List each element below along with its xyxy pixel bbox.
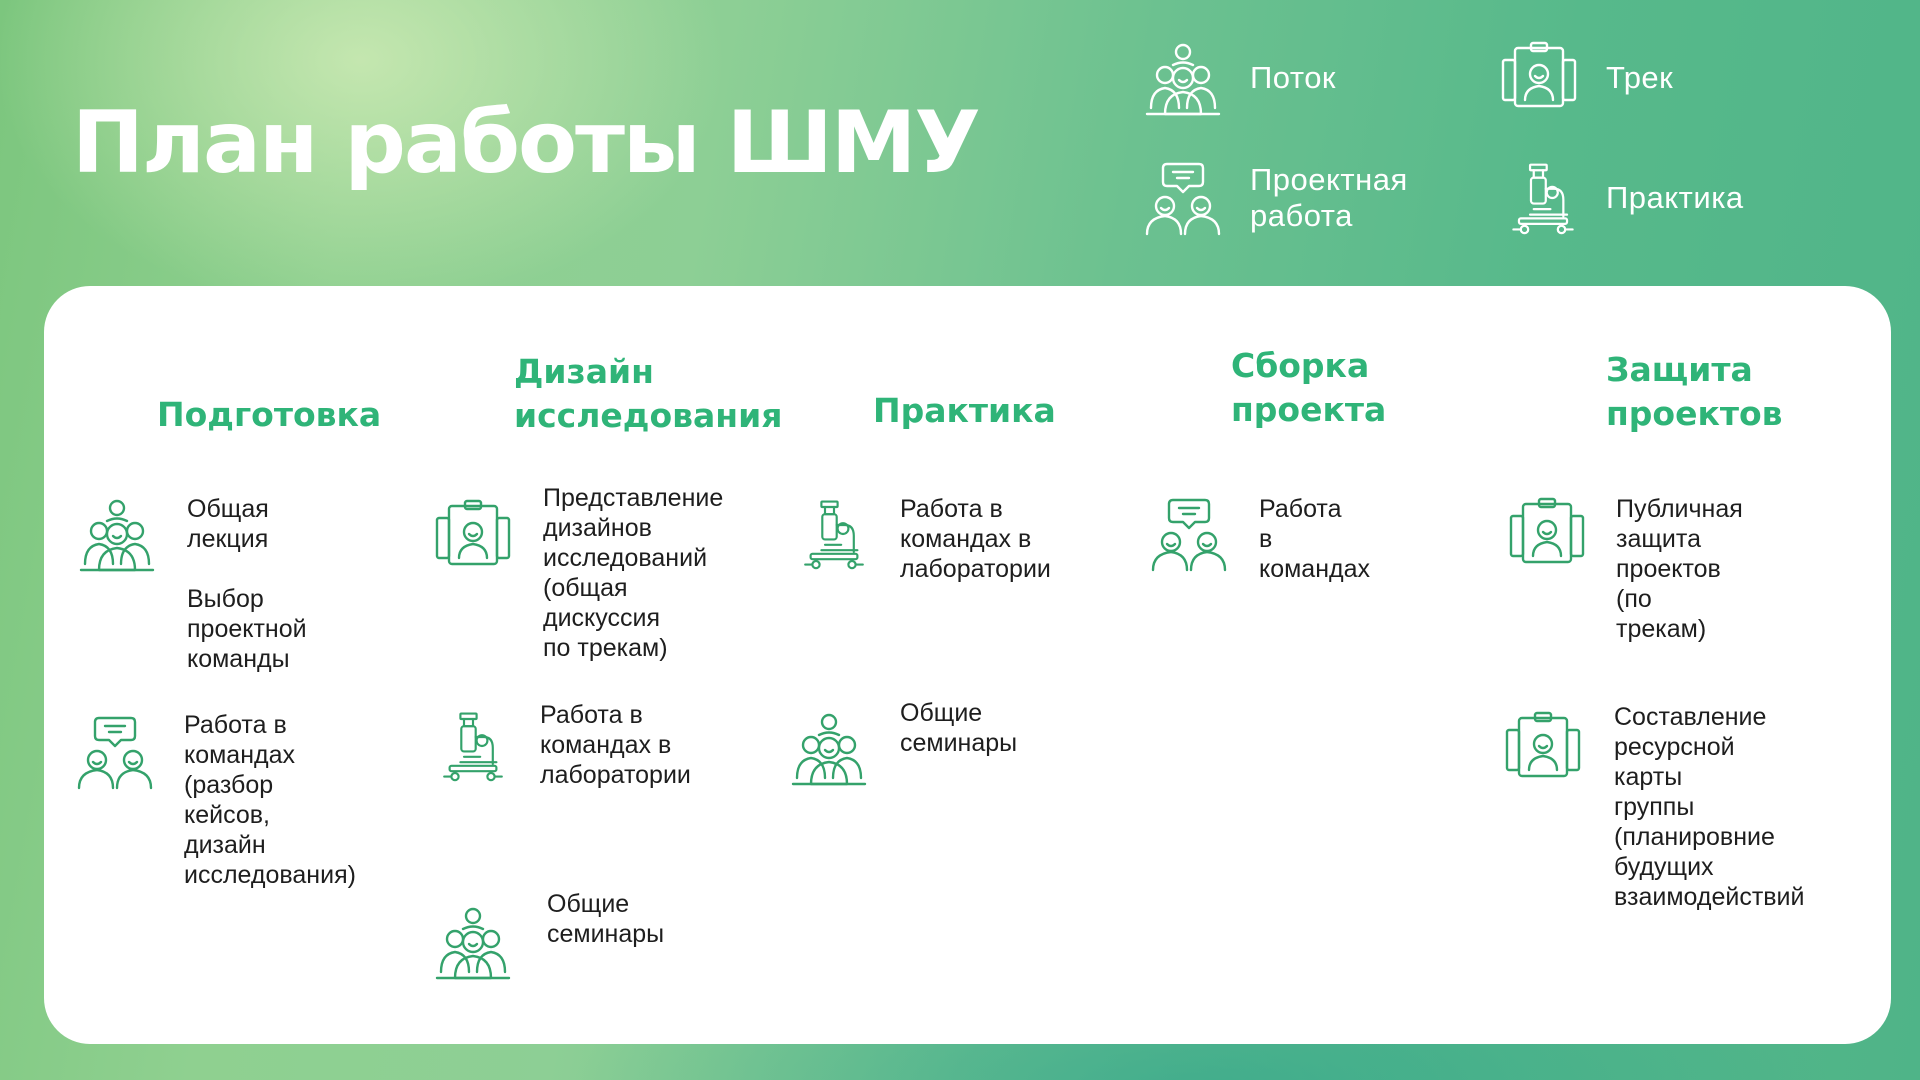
- entry-text: Работа в командах: [1259, 495, 1371, 583]
- entry-text: Представление дизайнов исследований (общая дискуссия по трекам): [543, 484, 724, 662]
- entry-text: Общие семинары: [547, 890, 665, 948]
- legend-practice-label: Практика: [1606, 180, 1744, 215]
- legend-stream-label: Поток: [1250, 60, 1336, 95]
- group-icon: [1142, 38, 1224, 118]
- entry-text: Общие семинары: [900, 699, 1018, 757]
- entry-text: Публичная защита проектов (по трекам): [1616, 495, 1743, 643]
- legend-stream: [1142, 38, 1336, 118]
- legend-project-work-label: Проектная работа: [1250, 162, 1408, 233]
- group-icon: [76, 494, 158, 574]
- microscope-icon: [798, 494, 870, 574]
- track-board-icon: [1498, 38, 1580, 118]
- entry-text: Работа в командах в лаборатории: [540, 701, 691, 789]
- track-board-icon: [432, 496, 514, 576]
- group-icon: [788, 708, 870, 788]
- page-title: План работы ШМУ: [72, 93, 979, 193]
- legend-track: [1498, 38, 1673, 118]
- column-title-preparation: Подготовка: [157, 395, 382, 434]
- group-icon: [432, 902, 514, 982]
- column-title-project-assembly: Сборка проекта: [1231, 346, 1387, 429]
- team-chat-icon: [74, 712, 156, 792]
- legend-track-label: Трек: [1606, 60, 1674, 95]
- column-title-practice: Практика: [873, 391, 1056, 430]
- track-board-icon: [1506, 494, 1588, 574]
- legend-practice: [1506, 158, 1744, 238]
- entry-text: Работа в командах в лаборатории: [900, 495, 1051, 583]
- entry-text: Общая лекция Выбор проектной команды: [187, 495, 307, 673]
- team-chat-icon: [1142, 158, 1224, 238]
- entry-text: Составление ресурсной карты группы (планировние будущих взаимодействий: [1614, 703, 1805, 911]
- column-title-project-defense: Защита проектов: [1606, 350, 1783, 433]
- track-board-icon: [1502, 708, 1584, 788]
- microscope-icon: [437, 706, 509, 786]
- team-chat-icon: [1148, 494, 1230, 574]
- column-title-research-design: Дизайн исследования: [514, 352, 783, 435]
- microscope-icon: [1506, 158, 1580, 238]
- entry-text: Работа в командах (разбор кейсов, дизайн исследования): [184, 711, 356, 889]
- legend-project-work: [1142, 158, 1408, 238]
